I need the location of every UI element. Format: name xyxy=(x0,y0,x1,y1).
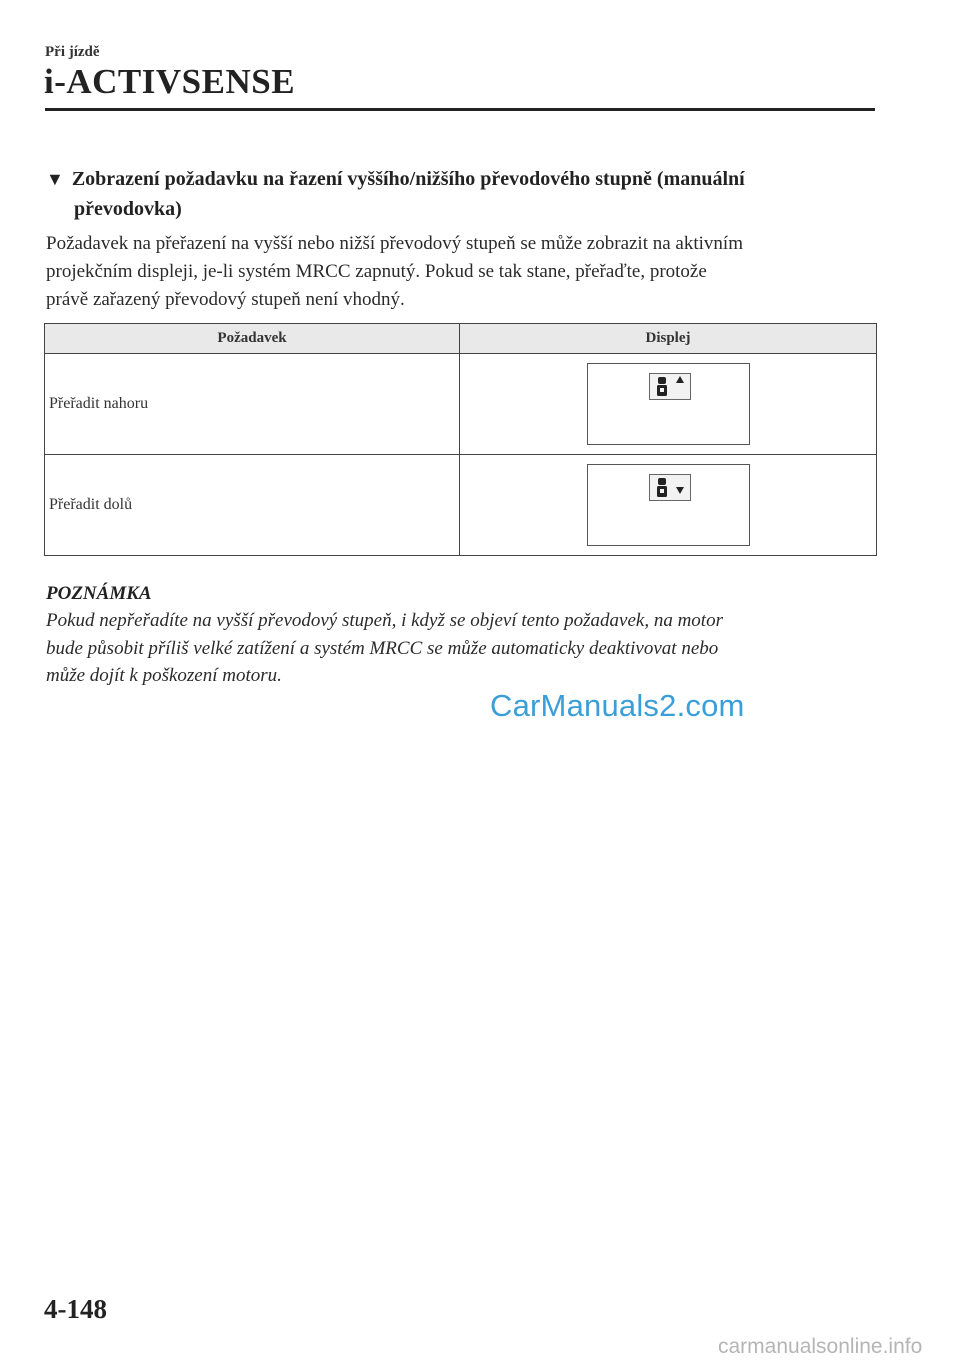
display-cell xyxy=(460,455,877,556)
intro-line: Požadavek na přeřazení na vyšší nebo nižší převodový stupeň se může zobrazit na aktivním xyxy=(46,233,743,254)
note-title: POZNÁMKA xyxy=(46,583,152,604)
display-cell xyxy=(460,354,877,455)
intro-line: projekčním displeji, je-li systém MRCC zapnutý. Pokud se tak stane, přeřaďte, protože xyxy=(46,261,707,282)
column-header-display: Displej xyxy=(460,324,877,354)
triangle-marker-icon: ▼ xyxy=(46,169,64,189)
shift-up-icon xyxy=(649,373,691,400)
header-rule xyxy=(45,108,875,111)
subheading xyxy=(46,164,866,224)
request-label: Přeřadit dolů xyxy=(45,455,460,556)
intro-line: právě zařazený převodový stupeň není vhodný. xyxy=(46,289,405,310)
subheading-line-1: Zobrazení požadavku na řazení vyššího/nižšího převodového stupně (manuální xyxy=(71,168,745,190)
note-body xyxy=(46,607,876,690)
chapter-label: Při jízdě xyxy=(45,44,100,60)
shift-request-table xyxy=(44,323,877,556)
watermark-bottom: carmanualsonline.info xyxy=(718,1335,923,1358)
intro-paragraph xyxy=(46,230,876,314)
note-line: Pokud nepřeřadíte na vyšší převodový stupeň, i když se objeví tento požadavek, na motor xyxy=(46,610,723,631)
table-row xyxy=(45,354,877,455)
table-header-row xyxy=(45,324,877,354)
note-line: bude působit příliš velké zatížení a systém MRCC se může automaticky deaktivovat nebo xyxy=(46,637,719,659)
display-frame xyxy=(587,363,750,445)
display-frame xyxy=(587,464,750,546)
shift-down-icon-graphic xyxy=(650,475,690,500)
request-label: Přeřadit nahoru xyxy=(45,354,460,455)
watermark-top: CarManuals2.com xyxy=(490,688,745,723)
page-number: 4-148 xyxy=(44,1294,107,1324)
table-row xyxy=(45,455,877,556)
shift-up-icon-graphic xyxy=(650,374,690,399)
subheading-line-2: převodovka) xyxy=(74,198,182,220)
note-line: může dojít k poškození motoru. xyxy=(46,665,282,686)
shift-down-icon xyxy=(649,474,691,501)
column-header-request: Požadavek xyxy=(45,324,460,354)
section-title: i-ACTIVSENSE xyxy=(44,62,296,101)
